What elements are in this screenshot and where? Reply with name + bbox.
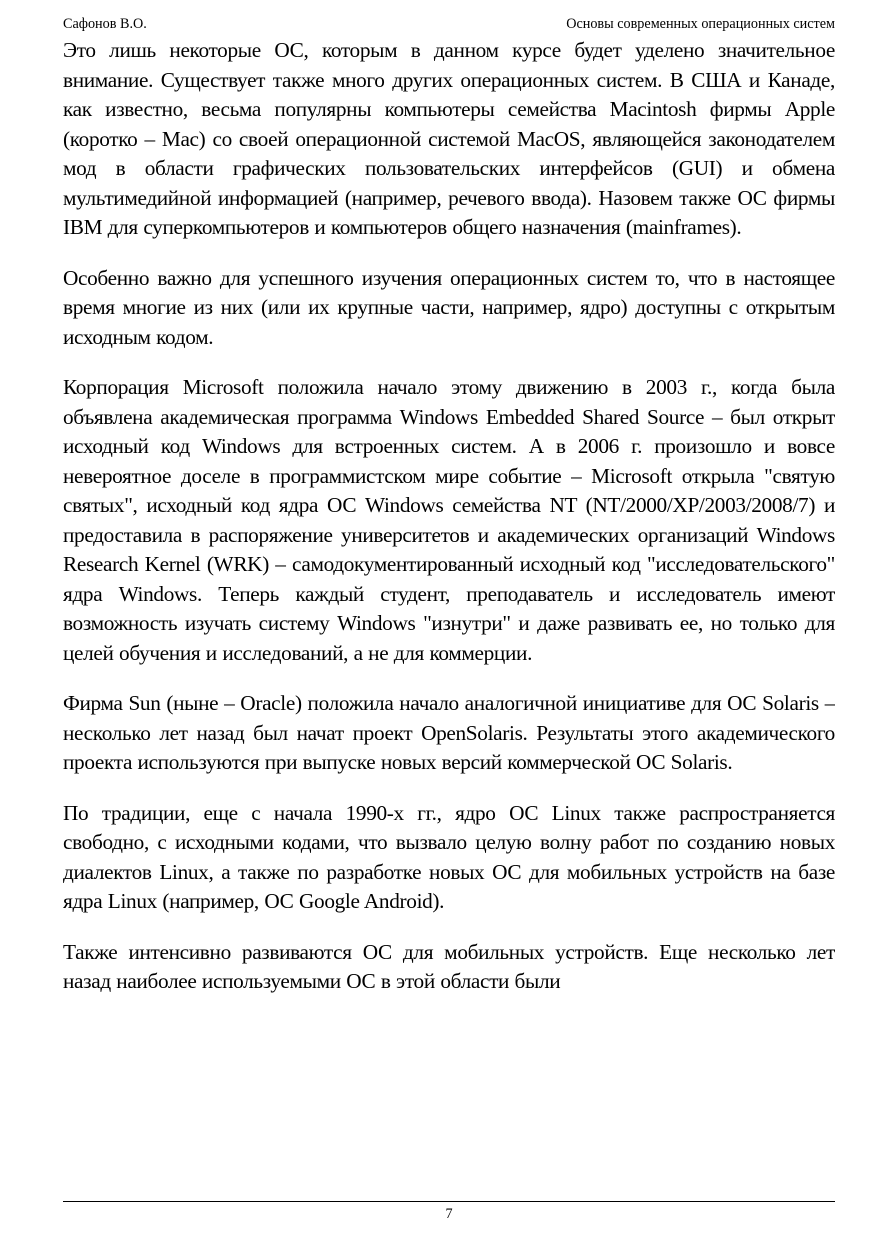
page-body	[63, 36, 835, 1198]
paragraph-sun-oracle: Фирма Sun (ныне – Oracle) положила начало аналогичной инициативе для ОС Solaris – несколько лет назад был начат проект OpenSolaris. Результаты этого академического проекта используются при выпуске новых версий коммерческой ОС Solaris.	[63, 691, 835, 774]
footer-divider	[63, 1201, 835, 1202]
header-title: Основы современных операционных систем	[566, 16, 835, 32]
page-number: 7	[445, 1206, 453, 1222]
paragraph-os-overview: Это лишь некоторые ОС, которым в данном курсе будет уделено значительное внимание. Существует также много других операционных систем. В США и Канаде, как известно, весьма популярны компьютеры семейства Macintosh фирмы Apple (коротко – Mac) со своей операционной системой MacOS, являющейся законодателем мод в области графических пользовательских интерфейсов (GUI) и обмена мультимедийной информацией (например, речевого ввода). Назовем также ОС фирмы IBM для суперкомпьютеров и компьютеров общего назначения (mainframes).	[63, 38, 835, 239]
paragraph-mobile-os: Также интенсивно развиваются ОС для мобильных устройств. Еще несколько лет назад наиболее используемыми ОС в этой области были	[63, 939, 835, 993]
paragraph-open-source: Особенно важно для успешного изучения операционных систем то, что в настоящее время многие из них (или их крупные части, например, ядро) доступны с открытым исходным кодом.	[63, 265, 835, 349]
document-page	[63, 0, 835, 1241]
paragraph-linux: По традиции, еще с начала 1990-х гг., ядро ОС Linux также распространяется свободно, с исходными кодами, что вызвало целую волну работ по созданию новых диалектов Linux, а также по разработке новых ОС для мобильных устройств на базе ядра Linux (например, ОС Google Android).	[63, 800, 835, 913]
page-header	[63, 14, 835, 34]
paragraph-microsoft: Корпорация Microsoft положила начало этому движению в 2003 г., когда была объявлена академическая программа Windows Embedded Shared Source – был открыт исходный код Windows для встроенных систем. А в 2006 г. произошло и вовсе невероятное доселе в программистском мире событие – Microsoft открыла "святую святых", исходный код ядра ОС Windows семейства NT (NT/2000/XP/2003/2008/7) и предоставила в распоряжение университетов и академических организаций Windows Research Kernel (WRK) – самодокументированный исходный код "исследовательского" ядра Windows. Теперь каждый студент, преподаватель и исследователь имеют возможность изучать систему Windows "изнутри" и даже развивать ее, но только для целей обучения и исследований, а не для коммерции.	[63, 375, 835, 665]
header-author: Сафонов В.О.	[63, 16, 147, 32]
